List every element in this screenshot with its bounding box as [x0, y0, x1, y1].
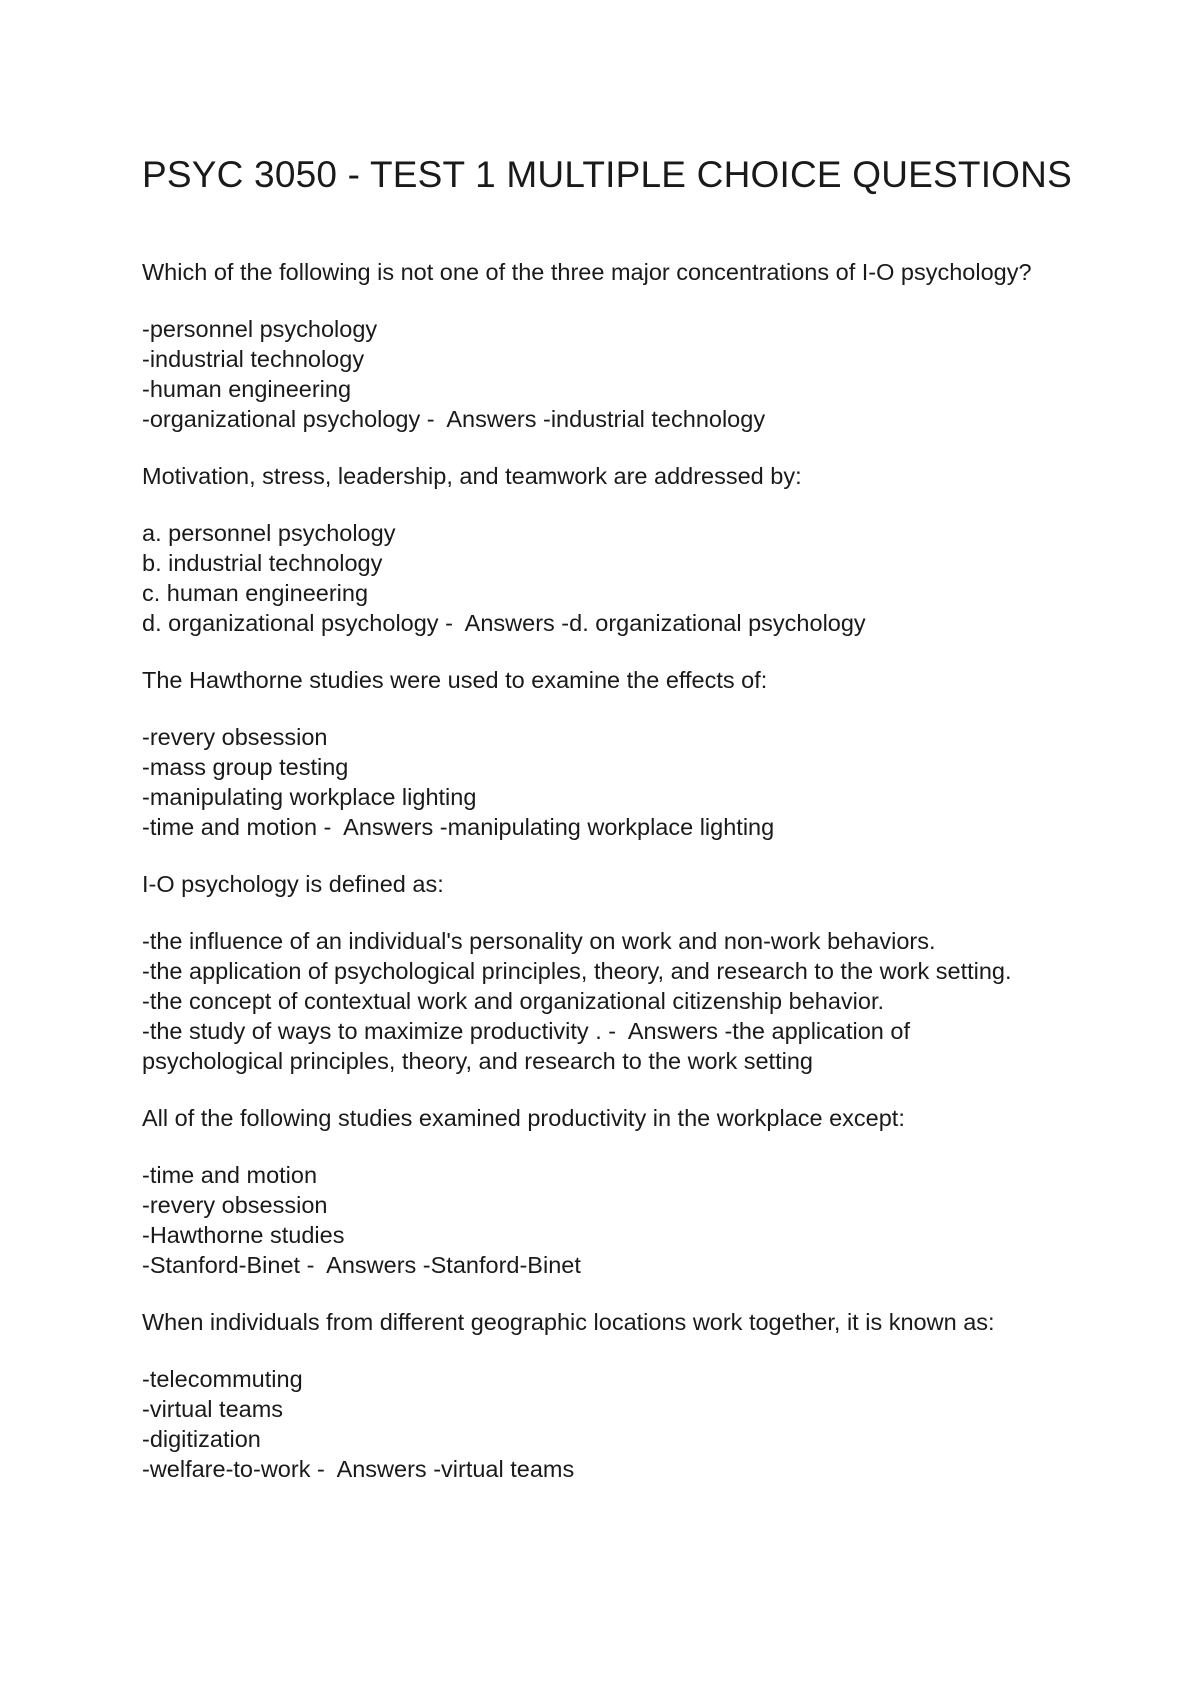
option-item: -the concept of contextual work and organizational citizenship behavior.	[142, 988, 885, 1014]
answer-continuation: psychological principles, theory, and research to the work setting	[142, 1048, 813, 1074]
option-item: -industrial technology	[142, 346, 365, 372]
option-item-with-answer: -the study of ways to maximize productivity . - Answers -the application of	[142, 1018, 910, 1044]
question-text: The Hawthorne studies were used to examine the effects of:	[142, 667, 768, 693]
question-1	[142, 257, 1100, 434]
question-text: Which of the following is not one of the three major concentrations of I-O psychology?	[142, 259, 1032, 285]
question-text: All of the following studies examined productivity in the workplace except:	[142, 1105, 905, 1131]
option-item: -revery obsession	[142, 724, 328, 750]
option-item: -Hawthorne studies	[142, 1222, 345, 1248]
option-item-with-answer: -time and motion - Answers -manipulating workplace lighting	[142, 814, 775, 840]
document-title: PSYC 3050 - TEST 1 MULTIPLE CHOICE QUESTIONS	[142, 154, 1072, 195]
option-item: -telecommuting	[142, 1366, 303, 1392]
option-item: -the application of psychological principles, theory, and research to the work setting.	[142, 958, 1012, 984]
option-item: -personnel psychology	[142, 316, 378, 342]
option-item-with-answer: -Stanford-Binet - Answers -Stanford-Binet	[142, 1252, 581, 1278]
option-list	[142, 1364, 1100, 1484]
option-item: -virtual teams	[142, 1396, 284, 1422]
option-item-with-answer: -organizational psychology - Answers -industrial technology	[142, 406, 766, 432]
question-3	[142, 665, 1100, 842]
question-text: Motivation, stress, leadership, and teamwork are addressed by:	[142, 463, 802, 489]
option-list	[142, 722, 1100, 842]
option-item: -the influence of an individual's personality on work and non-work behaviors.	[142, 928, 936, 954]
option-item: -revery obsession	[142, 1192, 328, 1218]
option-item: a. personnel psychology	[142, 520, 396, 546]
option-list	[142, 518, 1100, 638]
question-text: When individuals from different geographic locations work together, it is known as:	[142, 1309, 995, 1335]
option-list	[142, 1160, 1100, 1280]
option-item: -time and motion	[142, 1162, 318, 1188]
option-item-with-answer: -welfare-to-work - Answers -virtual teams	[142, 1456, 575, 1482]
question-text: I-O psychology is defined as:	[142, 871, 444, 897]
question-5	[142, 1103, 1100, 1280]
option-item-with-answer: d. organizational psychology - Answers -d. organizational psychology	[142, 610, 866, 636]
question-6	[142, 1307, 1100, 1484]
option-list	[142, 926, 1100, 1076]
option-item: -human engineering	[142, 376, 352, 402]
option-item: -mass group testing	[142, 754, 349, 780]
option-item: -manipulating workplace lighting	[142, 784, 477, 810]
option-item: -digitization	[142, 1426, 261, 1452]
option-list	[142, 314, 1100, 434]
question-4	[142, 869, 1100, 1076]
option-item: b. industrial technology	[142, 550, 383, 576]
option-item: c. human engineering	[142, 580, 369, 606]
question-2	[142, 461, 1100, 638]
